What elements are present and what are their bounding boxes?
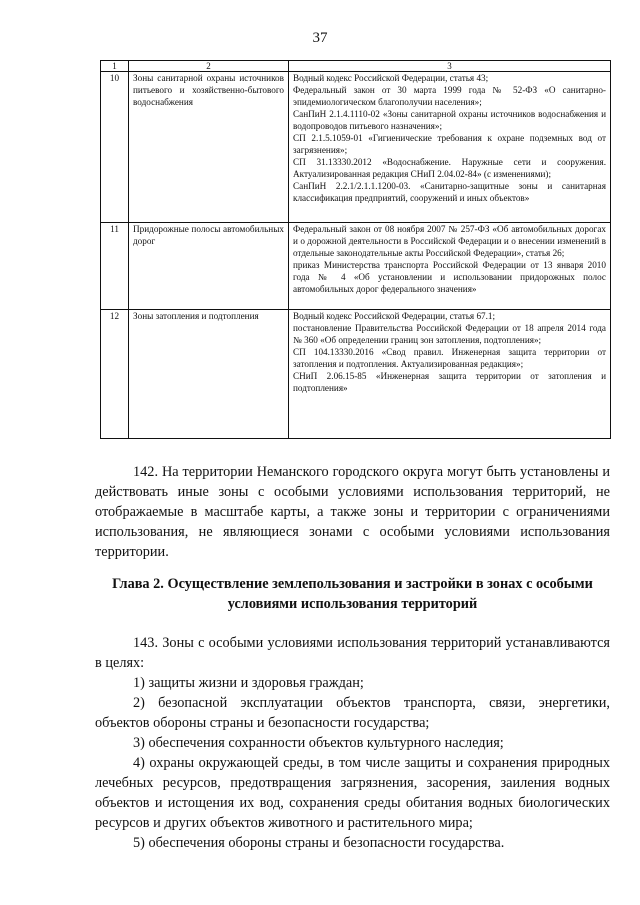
legal-act: Водный кодекс Российской Федерации, статья 43; xyxy=(293,73,489,83)
list-item: 2) безопасной эксплуатации объектов транспорта, связи, энергетики, объектов обороны страны и безопасности государства; xyxy=(95,695,610,731)
legal-act: СНиП 2.06.15-85 «Инженерная защита территории от затопления и подтопления» xyxy=(293,371,606,393)
legal-act: СанПиН 2.1.4.1110-02 «Зоны санитарной охраны источников водоснабжения и водопроводов питьевого назначения»; xyxy=(293,109,606,131)
legal-act: СП 2.1.5.1059-01 «Гигиенические требования к охране подземных вод от загрязнения»; xyxy=(293,133,606,155)
legal-basis-cell xyxy=(289,310,611,439)
paragraph-143: 143. Зоны с особыми условиями использования территорий устанавливаются в целях: xyxy=(95,635,610,671)
zone-name: Придорожные полосы автомобильных дорог xyxy=(129,223,289,310)
paragraph-142: 142. На территории Неманского городского округа могут быть установлены и действовать иные зоны с особыми условиями использования территорий, не отображаемые в масштабе карты, а также зоны и территории с ограничениями использования, не являющиеся зонами с особыми условиями использования территории. xyxy=(95,464,610,560)
list-item: 4) охраны окружающей среды, в том числе защиты и сохранения природных лечебных ресурсов, предотвращения загрязнения, засорения, заиления водных объектов и истощения их вод, сохранения среды обитания водных биологических ресурсов и других объектов животного и растительного мира; xyxy=(95,755,610,831)
legal-act: Федеральный закон от 08 ноября 2007 № 257-ФЗ «Об автомобильных дорогах и о дорожной деятельности в Российской Федерации и о внесении изменений в отдельные законодательные акты Российской Федерации», статья 26; xyxy=(293,224,606,258)
legal-act: постановление Правительства Российской Федерации от 18 апреля 2014 года № 360 «Об определении границ зон затопления, подтопления»; xyxy=(293,323,606,345)
legal-basis-cell xyxy=(289,72,611,223)
zone-name: Зоны затопления и подтопления xyxy=(129,310,289,439)
chapter-heading: Глава 2. Осуществление землепользования и застройки в зонах с особыми условиями использования территорий xyxy=(112,576,593,612)
zones-table xyxy=(100,60,611,439)
row-number: 11 xyxy=(101,223,129,310)
column-header: 1 xyxy=(101,61,129,72)
column-header: 2 xyxy=(129,61,289,72)
table-header-row xyxy=(101,61,611,72)
goals-list xyxy=(95,673,610,853)
table-row xyxy=(101,310,611,439)
legal-act: СанПиН 2.2.1/2.1.1.1200-03. «Санитарно-защитные зоны и санитарная классификация предприятий, сооружений и иных объектов» xyxy=(293,181,606,203)
table-row xyxy=(101,72,611,223)
row-number: 10 xyxy=(101,72,129,223)
legal-basis-cell xyxy=(289,223,611,310)
column-header: 3 xyxy=(289,61,611,72)
zone-name: Зоны санитарной охраны источников питьевого и хозяйственно-бытового водоснабжения xyxy=(129,72,289,223)
legal-act: Федеральный закон от 30 марта 1999 года № 52-ФЗ «О санитарно-эпидемиологическом благополучии населения»; xyxy=(293,85,606,107)
legal-act: СП 31.13330.2012 «Водоснабжение. Наружные сети и сооружения. Актуализированная редакция СНиП 2.04.02-84» (с изменениями); xyxy=(293,157,606,179)
list-item: 3) обеспечения сохранности объектов культурного наследия; xyxy=(133,735,504,751)
page-number: 37 xyxy=(312,30,328,46)
table-row xyxy=(101,223,611,310)
list-item: 5) обеспечения обороны страны и безопасности государства. xyxy=(133,835,505,851)
list-item: 1) защиты жизни и здоровья граждан; xyxy=(133,675,364,691)
legal-act: Водный кодекс Российской Федерации, статья 67.1; xyxy=(293,311,496,321)
legal-act: СП 104.13330.2016 «Свод правил. Инженерная защита территории от затопления и подтопления. Актуализированная редакция»; xyxy=(293,347,606,369)
row-number: 12 xyxy=(101,310,129,439)
legal-act: приказ Министерства транспорта Российской Федерации от 13 января 2010 года № 4 «Об установлении и использовании придорожных полос автомобильных дорог федерального значения» xyxy=(293,260,606,294)
